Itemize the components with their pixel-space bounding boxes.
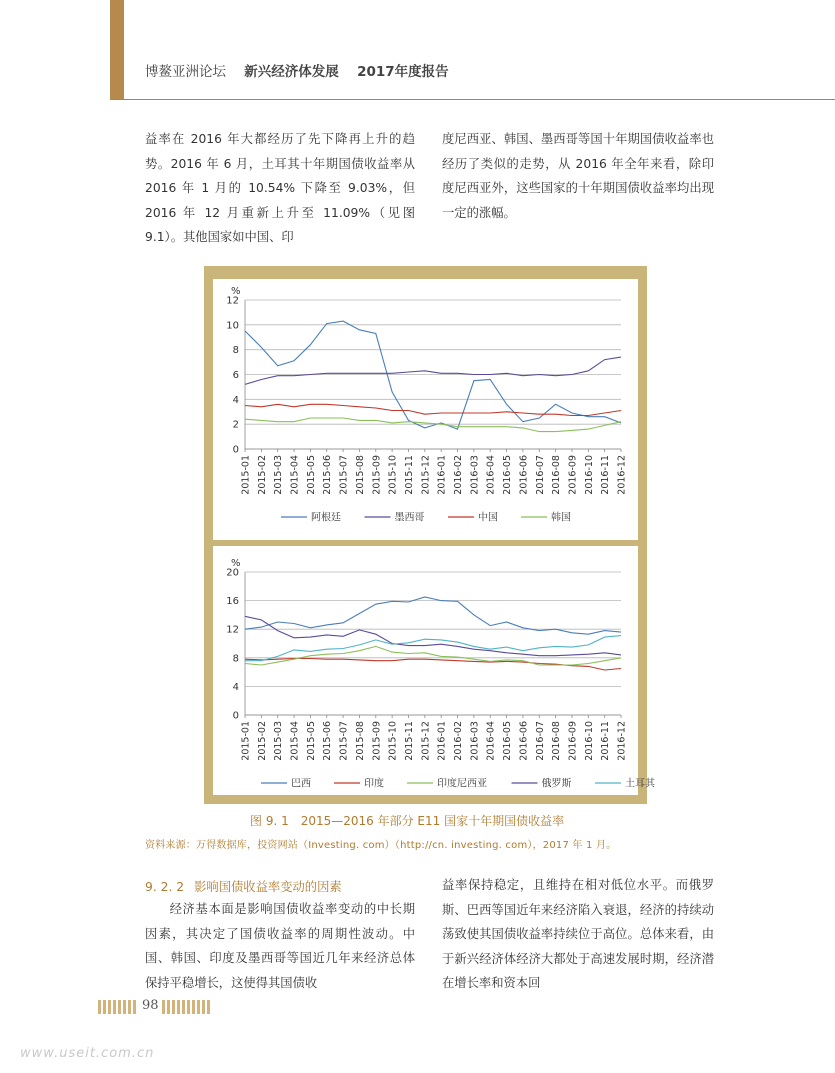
y-tick-label: 16 bbox=[226, 596, 239, 608]
x-tick-label: 2016-04 bbox=[485, 455, 497, 495]
x-tick-label: 2015-09 bbox=[371, 721, 383, 761]
header-rule bbox=[110, 99, 835, 100]
x-tick-label: 2016-02 bbox=[453, 721, 465, 761]
chart-panel-top bbox=[213, 279, 638, 540]
legend-label: 印度尼西亚 bbox=[437, 778, 487, 790]
y-tick-label: 0 bbox=[232, 710, 239, 722]
y-tick-label: 8 bbox=[232, 345, 239, 357]
x-tick-label: 2016-11 bbox=[600, 721, 612, 761]
figure-source: 资料来源：万得数据库，投资网站（Investing. com）（http://cn. investing. com），2017 年 1 月。 bbox=[145, 840, 617, 851]
x-tick-label: 2015-12 bbox=[420, 455, 432, 495]
x-tick-label: 2016-12 bbox=[616, 721, 628, 761]
header-report-year: 2017年度报告 bbox=[357, 64, 449, 80]
section-title: 影响国债收益率变动的因素 bbox=[194, 880, 342, 894]
x-tick-label: 2015-06 bbox=[322, 721, 334, 761]
x-tick-label: 2015-07 bbox=[338, 455, 350, 495]
x-tick-label: 2015-10 bbox=[387, 455, 399, 495]
x-tick-label: 2016-10 bbox=[583, 455, 595, 495]
header-report-topic: 新兴经济体发展 bbox=[244, 64, 339, 80]
header-accent-bar bbox=[110, 0, 124, 100]
x-tick-label: 2016-12 bbox=[616, 455, 628, 495]
y-tick-label: 6 bbox=[232, 370, 239, 381]
x-tick-label: 2016-05 bbox=[502, 455, 514, 495]
x-tick-label: 2016-06 bbox=[518, 455, 530, 495]
legend-label: 韩国 bbox=[551, 512, 571, 524]
running-header bbox=[145, 60, 449, 80]
section-heading bbox=[145, 877, 342, 895]
series-line-土耳其 bbox=[245, 636, 621, 661]
y-tick-label: 10 bbox=[226, 320, 239, 332]
x-tick-label: 2016-06 bbox=[518, 721, 530, 761]
x-tick-label: 2015-12 bbox=[420, 721, 432, 761]
y-tick-label: 4 bbox=[232, 394, 239, 406]
section-text-left bbox=[145, 897, 415, 995]
x-tick-label: 2016-05 bbox=[502, 721, 514, 761]
y-tick-label: 0 bbox=[232, 444, 239, 456]
chart-panel-bottom bbox=[213, 546, 655, 795]
x-tick-label: 2015-08 bbox=[354, 721, 366, 761]
legend-label: 印度 bbox=[364, 778, 384, 790]
legend-label: 中国 bbox=[478, 512, 498, 524]
watermark: www.useit.com.cn bbox=[20, 1046, 155, 1061]
x-tick-label: 2015-06 bbox=[322, 455, 334, 495]
series-line-巴西 bbox=[245, 597, 621, 634]
x-tick-label: 2016-01 bbox=[436, 721, 448, 761]
x-tick-label: 2015-01 bbox=[240, 721, 252, 761]
x-tick-label: 2016-03 bbox=[469, 455, 481, 495]
x-tick-label: 2016-09 bbox=[567, 721, 579, 761]
x-tick-label: 2016-09 bbox=[567, 455, 579, 495]
y-tick-label: 2 bbox=[232, 419, 239, 431]
bond-yield-chart-1 bbox=[213, 279, 638, 540]
legend-label: 阿根廷 bbox=[311, 512, 341, 524]
x-tick-label: 2015-02 bbox=[256, 721, 268, 761]
x-tick-label: 2015-09 bbox=[371, 455, 383, 495]
series-line-中国 bbox=[245, 404, 621, 415]
header-forum-name: 博鳌亚洲论坛 bbox=[145, 64, 226, 80]
intro-text-right bbox=[442, 127, 714, 225]
y-axis-unit-label: % bbox=[231, 286, 241, 297]
bond-yield-chart-2 bbox=[213, 546, 655, 795]
section-number: 9. 2. 2 bbox=[145, 880, 185, 894]
x-tick-label: 2015-08 bbox=[354, 455, 366, 495]
x-tick-label: 2016-04 bbox=[485, 721, 497, 761]
y-tick-label: 20 bbox=[226, 567, 239, 579]
x-tick-label: 2016-11 bbox=[600, 455, 612, 495]
x-tick-label: 2015-02 bbox=[256, 455, 268, 495]
legend-label: 俄罗斯 bbox=[541, 778, 572, 790]
series-line-墨西哥 bbox=[245, 357, 621, 384]
x-tick-label: 2015-11 bbox=[403, 455, 415, 495]
x-tick-label: 2016-08 bbox=[551, 721, 563, 761]
x-tick-label: 2015-05 bbox=[305, 455, 317, 495]
x-tick-label: 2015-04 bbox=[289, 721, 301, 761]
x-tick-label: 2016-10 bbox=[583, 721, 595, 761]
page-number-ornament-right bbox=[162, 1000, 210, 1014]
y-axis-unit-label: % bbox=[231, 558, 241, 569]
x-tick-label: 2015-01 bbox=[240, 455, 252, 495]
x-tick-label: 2016-01 bbox=[436, 455, 448, 495]
legend-label: 巴西 bbox=[291, 778, 311, 790]
x-tick-label: 2015-10 bbox=[387, 721, 399, 761]
paragraph: 益率保持稳定，且维持在相对低位水平。而俄罗斯、巴西等国近年来经济陷入衰退，经济的持续动荡致使其国债收益率持续位于高位。总体来看，由于新兴经济体经济大都处于高速发展时期，经济潜在增长率和资本回 bbox=[442, 878, 714, 990]
x-tick-label: 2015-07 bbox=[338, 721, 350, 761]
x-tick-label: 2015-05 bbox=[305, 721, 317, 761]
series-line-韩国 bbox=[245, 418, 621, 432]
x-tick-label: 2016-08 bbox=[551, 455, 563, 495]
x-tick-label: 2015-04 bbox=[289, 455, 301, 495]
series-line-俄罗斯 bbox=[245, 616, 621, 655]
page-number-ornament-left bbox=[98, 1000, 136, 1014]
x-tick-label: 2016-07 bbox=[534, 721, 546, 761]
series-line-印度 bbox=[245, 659, 621, 671]
x-tick-label: 2016-02 bbox=[453, 455, 465, 495]
x-tick-label: 2015-03 bbox=[273, 455, 285, 495]
y-tick-label: 8 bbox=[232, 653, 239, 665]
page-number: 98 bbox=[142, 998, 159, 1013]
x-tick-label: 2015-03 bbox=[273, 721, 285, 761]
y-tick-label: 12 bbox=[226, 624, 239, 636]
y-tick-label: 4 bbox=[232, 681, 239, 693]
x-tick-label: 2016-07 bbox=[534, 455, 546, 495]
paragraph: 益率在 2016 年大都经历了先下降再上升的趋势。2016 年 6 月，土耳其十年期国债收益率从 2016 年 1 月的 10.54% 下降至 9.03%，但 2016 年 12 月重新上升至 11.09%（见图 9.1）。其他国家如中国、印 bbox=[145, 132, 415, 244]
paragraph: 度尼西亚、韩国、墨西哥等国十年期国债收益率也经历了类似的走势，从 2016 年全年来看，除印度尼西亚外，这些国家的十年期国债收益率均出现一定的涨幅。 bbox=[442, 132, 714, 220]
section-text-right bbox=[442, 873, 714, 996]
intro-text-left bbox=[145, 127, 415, 250]
y-tick-label: 12 bbox=[226, 295, 239, 307]
x-tick-label: 2016-03 bbox=[469, 721, 481, 761]
figure-caption: 图 9. 1 2015—2016 年部分 E11 国家十年期国债收益率 bbox=[250, 814, 565, 828]
x-tick-label: 2015-11 bbox=[403, 721, 415, 761]
legend-label: 土耳其 bbox=[625, 778, 655, 790]
legend-label: 墨西哥 bbox=[394, 512, 425, 524]
paragraph: 经济基本面是影响国债收益率变动的中长期因素，其决定了国债收益率的周期性波动。中国、韩国、印度及墨西哥等国近几年来经济总体保持平稳增长，这使得其国债收 bbox=[145, 902, 415, 990]
